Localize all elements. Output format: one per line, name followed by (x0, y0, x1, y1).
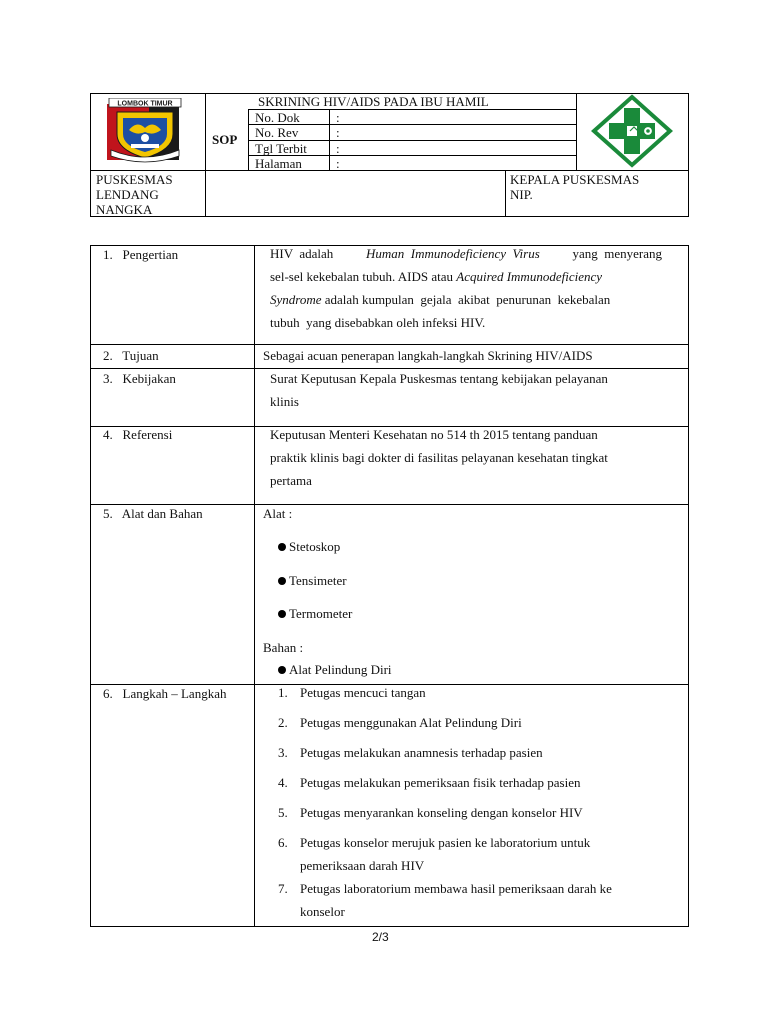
bahan-heading: Bahan : (263, 640, 304, 655)
row-label-pengertian: 1. Pengertian (103, 247, 179, 262)
meta-value-halaman: : (336, 156, 340, 171)
signer-title: KEPALA PUSKESMAS (510, 172, 640, 187)
bullet-icon (278, 577, 286, 585)
org-name-line-3: NANGKA (96, 202, 153, 217)
org-name-line-1: PUSKESMAS (96, 172, 173, 187)
org-name-line-2: LENDANG (96, 187, 159, 202)
bahan-item: Alat Pelindung Diri (278, 662, 392, 678)
page-number: 2/3 (372, 930, 389, 944)
pengertian-text: HIV adalah Human Immunodeficiency Virus yang menyerang sel-sel kekebalan tubuh. AIDS atau Acquired Immunodeficiency Syndrome adalah kumpulan gejala akibat penurunan kekebalan tubuh yang disebabkan oleh infeksi HIV. (270, 246, 662, 330)
meta-label-no-rev: No. Rev (255, 125, 299, 140)
kebijakan-text: Surat Keputusan Kepala Puskesmas tentang kebijakan pelayanan klinis (270, 371, 608, 409)
logo-banner-text: LOMBOK TIMUR (117, 100, 173, 108)
lombok-timur-logo (103, 98, 187, 164)
row-label-kebijakan: 3. Kebijakan (103, 371, 176, 386)
meta-label-halaman: Halaman (255, 156, 302, 171)
alat-item: Termometer (278, 606, 352, 622)
alat-heading: Alat : (263, 506, 293, 521)
referensi-text: Keputusan Menteri Kesehatan no 514 th 2015 tentang panduan praktik klinis bagi dokter di fasilitas pelayanan kesehatan tingkat pertama (270, 427, 608, 488)
document-title: SKRINING HIV/AIDS PADA IBU HAMIL (258, 94, 489, 109)
meta-value-no-dok: : (336, 110, 340, 125)
alat-item: Stetoskop (278, 539, 340, 555)
meta-label-no-dok: No. Dok (255, 110, 300, 125)
puskesmas-logo (586, 94, 678, 168)
row-label-alat-bahan: 5. Alat dan Bahan (103, 506, 203, 521)
row-label-tujuan: 2. Tujuan (103, 348, 159, 363)
meta-value-no-rev: : (336, 125, 340, 140)
bullet-icon (278, 543, 286, 551)
sop-label: SOP (212, 132, 238, 147)
tujuan-text: Sebagai acuan penerapan langkah-langkah Skrining HIV/AIDS (263, 348, 593, 363)
meta-label-tgl-terbit: Tgl Terbit (255, 141, 307, 156)
alat-item: Tensimeter (278, 573, 347, 589)
bullet-icon (278, 666, 286, 674)
bullet-icon (278, 610, 286, 618)
signer-nip: NIP. (510, 187, 533, 202)
row-label-referensi: 4. Referensi (103, 427, 173, 442)
meta-value-tgl-terbit: : (336, 141, 340, 156)
row-label-langkah: 6. Langkah – Langkah (103, 686, 227, 701)
